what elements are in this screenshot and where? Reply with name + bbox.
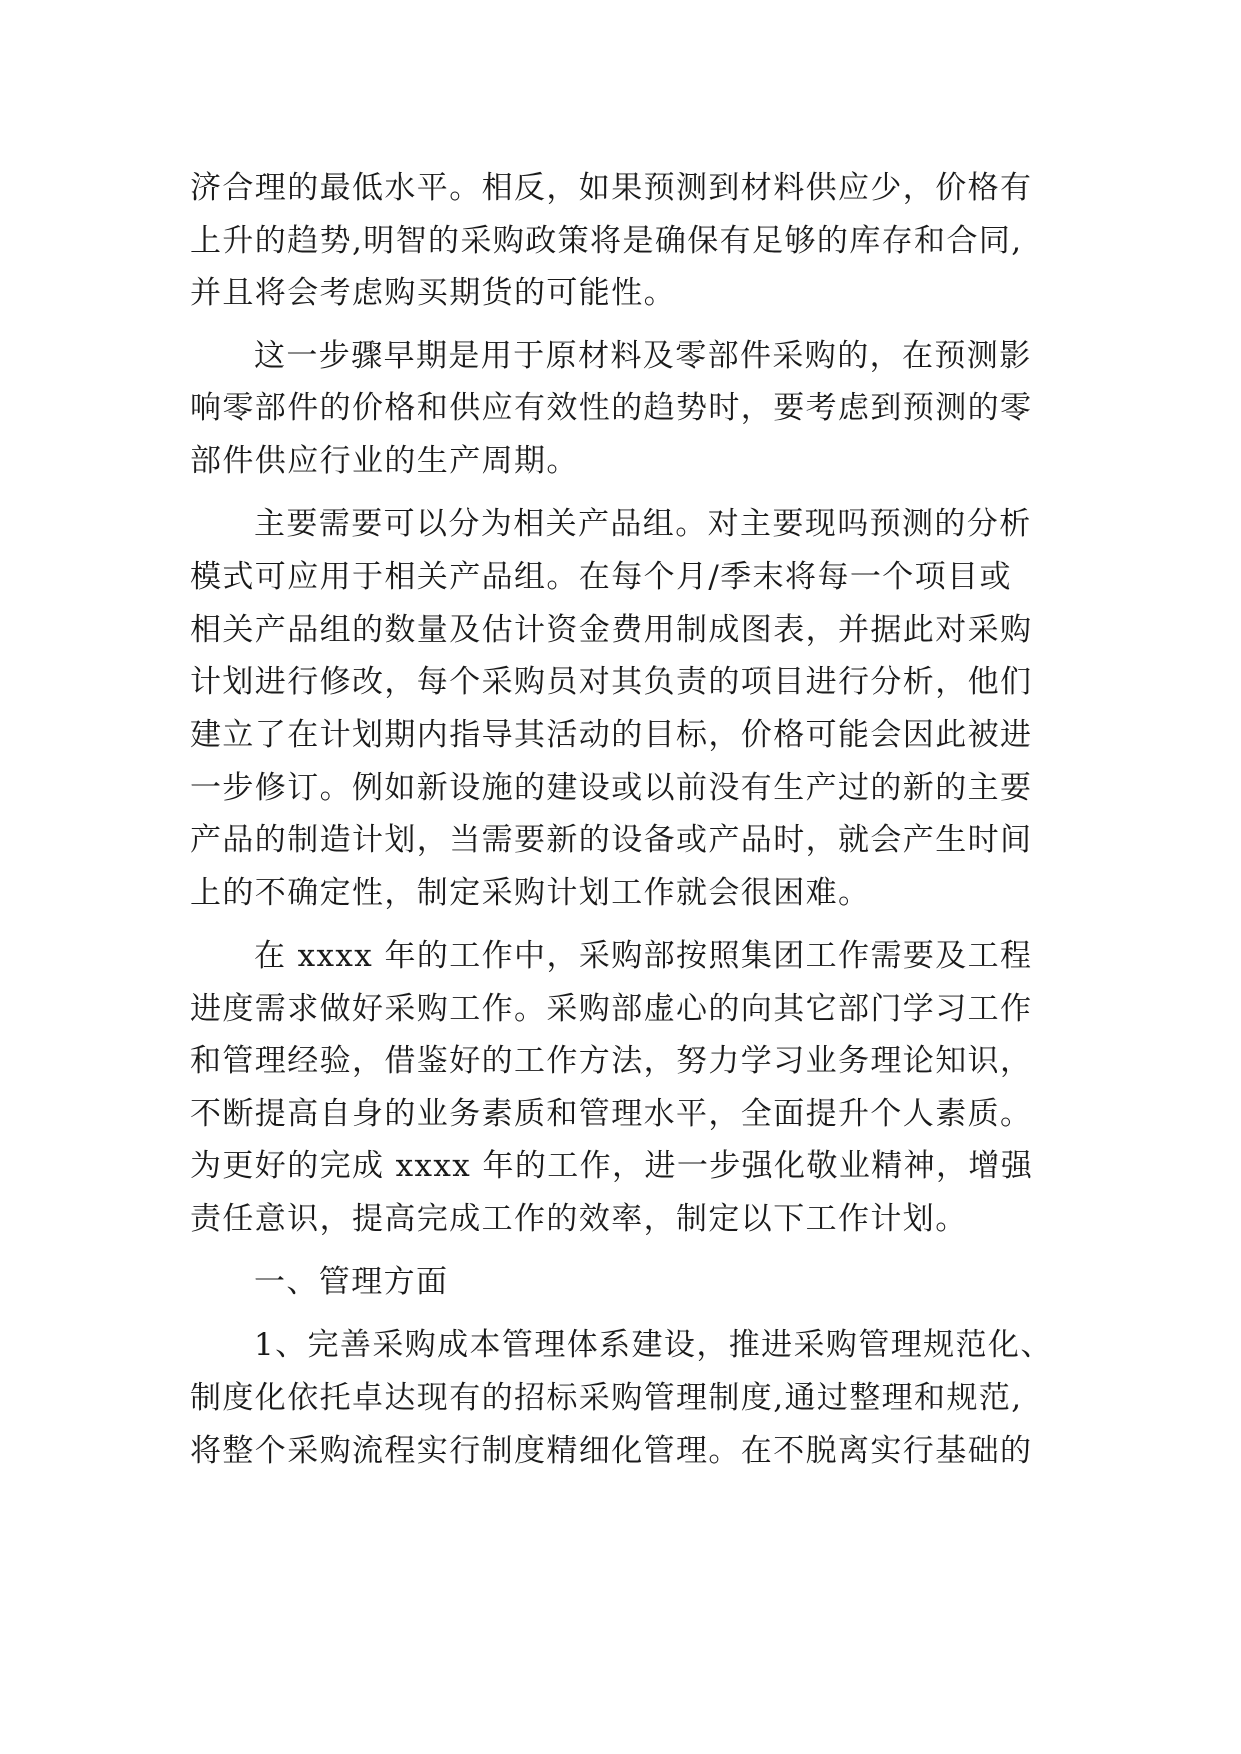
paragraph-first-line: 1、完善采购成本管理体系建设，推进采购管理规范化、	[254, 1327, 1053, 1363]
text-line: 将整个采购流程实行制度精细化管理。在不脱离实行基础的	[190, 1433, 1033, 1469]
text-line: 和管理经验，借鉴好的工作方法，努力学习业务理论知识，	[190, 1043, 1033, 1079]
text-line: 并且将会考虑购买期货的可能性。	[190, 275, 676, 311]
text-line: 部件供应行业的生产周期。	[190, 443, 579, 479]
text-line: 济合理的最低水平。相反，如果预测到材料供应少，价格有	[190, 170, 1033, 206]
text-line: 不断提高自身的业务素质和管理水平，全面提升个人素质。	[190, 1096, 1033, 1132]
paragraph-first-line: 这一步骤早期是用于原材料及零部件采购的，在预测影	[254, 338, 1032, 374]
text-line: 上升的趋势,明智的采购政策将是确保有足够的库存和合同,	[190, 223, 1023, 259]
text-line: 一步修订。例如新设施的建设或以前没有生产过的新的主要	[190, 770, 1033, 806]
text-line: 为更好的完成 xxxx 年的工作，进一步强化敬业精神，增强	[190, 1148, 1034, 1184]
text-line: 上的不确定性，制定采购计划工作就会很困难。	[190, 875, 871, 911]
text-line: 建立了在计划期内指导其活动的目标，价格可能会因此被进	[190, 717, 1033, 753]
text-line: 制度化依托卓达现有的招标采购管理制度,通过整理和规范,	[190, 1380, 1023, 1416]
section-heading: 一、管理方面	[254, 1264, 449, 1300]
text-line: 进度需求做好采购工作。采购部虚心的向其它部门学习工作	[190, 991, 1033, 1027]
text-line: 计划进行修改，每个采购员对其负责的项目进行分析，他们	[190, 664, 1033, 700]
text-line: 产品的制造计划，当需要新的设备或产品时，就会产生时间	[190, 822, 1033, 858]
text-line: 响零部件的价格和供应有效性的趋势时，要考虑到预测的零	[190, 390, 1033, 426]
text-line: 模式可应用于相关产品组。在每个月/季末将每一个项目或	[190, 559, 1012, 595]
paragraph-first-line: 在 xxxx 年的工作中，采购部按照集团工作需要及工程	[254, 938, 1033, 974]
text-line: 责任意识，提高完成工作的效率，制定以下工作计划。	[190, 1201, 968, 1237]
paragraph-first-line: 主要需要可以分为相关产品组。对主要现吗预测的分析	[254, 506, 1032, 542]
text-line: 相关产品组的数量及估计资金费用制成图表，并据此对采购	[190, 612, 1033, 648]
